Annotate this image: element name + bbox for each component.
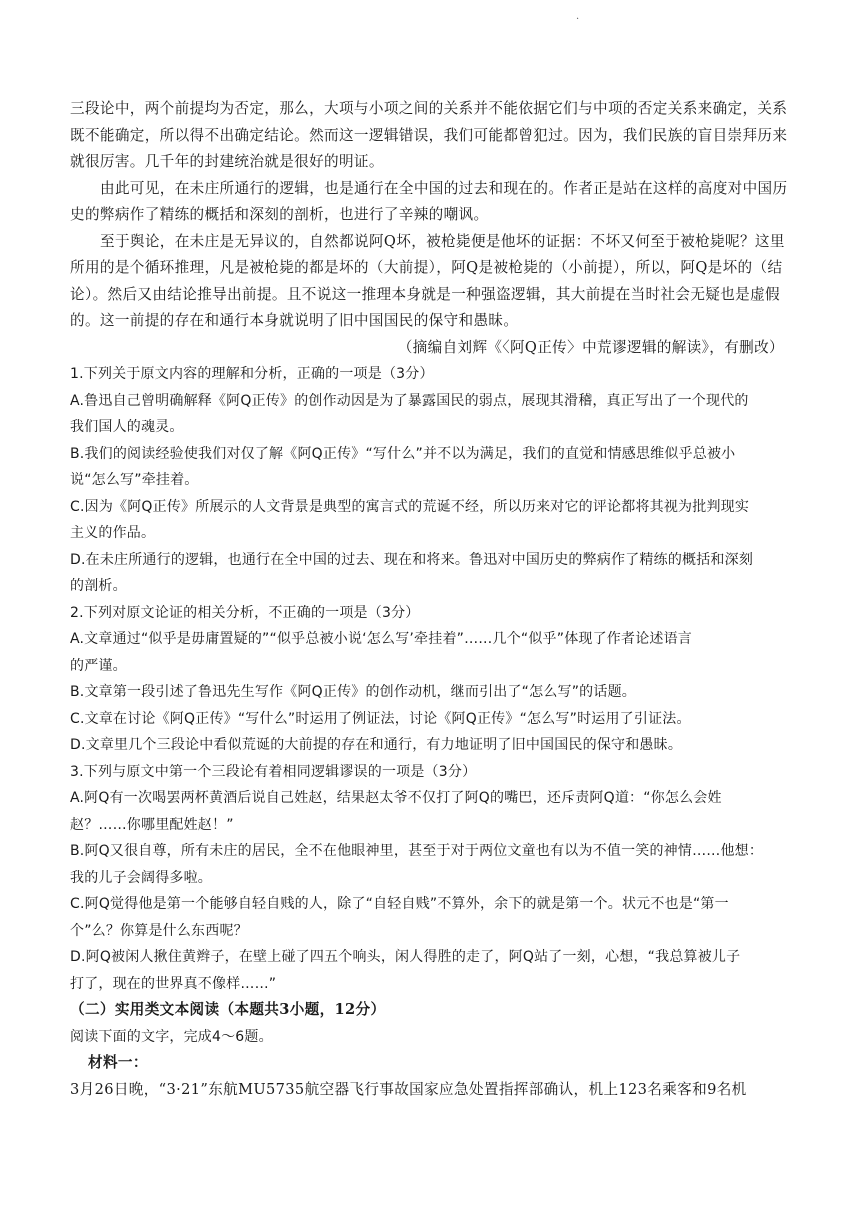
option-line: A.鲁迅自己曾明确解释《阿Q正传》的创作动因是为了暴露国民的弱点，展现其滑稽，真正写出了一个现代的 <box>70 392 749 409</box>
option-line: D.阿Q被闲人揪住黄辫子，在壁上碰了四五个响头，闲人得胜的走了，阿Q站了一刻，心想，“我总算被儿子 <box>70 949 741 965</box>
option-line: B.阿Q又很自尊，所有未庄的居民，全不在他眼神里，甚至于对于两位文童也有以为不值一笑的神情……他想： <box>70 843 764 859</box>
option-line: D.在未庄所通行的逻辑，也通行在全中国的过去、现在和将来。鲁迅对中国历史的弊病作了精练的概括和深刻 <box>70 551 754 568</box>
question-3 <box>70 759 792 998</box>
option-line: 我的儿子会阔得多啦。 <box>70 869 212 886</box>
paragraph-2 <box>70 176 792 229</box>
option-line: 说“怎么写”牵挂着。 <box>70 472 199 488</box>
option-line: C.阿Q觉得他是第一个能够自轻自贱的人，除了“自轻自贱”不算外，余下的就是第一个。状元不也是“第一 <box>70 896 729 912</box>
option-line: 的剖析。 <box>70 578 127 594</box>
paragraph-1 <box>70 96 792 176</box>
text-line: 由此可见，在未庄所通行的逻辑，也是通行在全中国的过去和现在的。作者正是站在这样的高度对中国历 <box>100 179 788 197</box>
text-line: 所用的是个循环推理，凡是被枪毙的都是坏的（大前提），阿Q是被枪毙的（小前提），所以，阿Q是坏的（结 <box>70 259 783 276</box>
option-d <box>70 944 792 997</box>
option-c <box>70 494 792 547</box>
material-text-line: 3月26日晚，“3·21”东航MU5735航空器飞行事故国家应急处置指挥部确认，机上123名乘客和9名机 <box>70 1080 747 1098</box>
paragraph-3 <box>70 229 792 335</box>
text-line: 史的弊病作了精练的概括和深刻的剖析，也进行了辛辣的嘲讽。 <box>70 206 489 223</box>
option-c <box>70 891 792 944</box>
option-line: 打了，现在的世界真不像样……” <box>70 975 277 992</box>
option-d: D.文章里几个三段论中看似荒诞的大前提的存在和通行，有力地证明了旧中国国民的保守和愚昧。 <box>70 737 683 753</box>
document-page <box>70 96 792 1103</box>
text-line: 就很厉害。几千年的封建统治就是很好的明证。 <box>70 153 384 170</box>
option-line: 赵？……你哪里配姓赵！” <box>70 816 234 833</box>
section-instruction: 阅读下面的文字，完成4～6题。 <box>70 1028 273 1045</box>
option-line: 的严谨。 <box>70 657 127 674</box>
text-line: 至于舆论，在未庄是无异议的，自然都说阿Q坏，被枪毙便是他坏的证据：不坏又何至于被枪毙呢？这里 <box>100 232 785 250</box>
option-c: C.文章在讨论《阿Q正传》“写什么”时运用了例证法，讨论《阿Q正传》“怎么写”时运用了引证法。 <box>70 710 691 727</box>
header-mark: · <box>576 14 580 25</box>
option-line: C.因为《阿Q正传》所展示的人文背景是典型的寓言式的荒诞不经，所以历来对它的评论都将其视为批判现实 <box>70 498 750 515</box>
option-line: B.我们的阅读经验使我们对仅了解《阿Q正传》“写什么”并不以为满足，我们的直觉和情感思维似乎总被小 <box>70 445 736 462</box>
question-1 <box>70 361 792 600</box>
source-citation: （摘编自刘辉《〈阿Q正传〉中荒谬逻辑的解读》，有删改） <box>397 338 784 356</box>
text-line: 既不能确定，所以得不出确定结论。然而这一逻辑错误，我们可能都曾犯过。因为，我们民族的盲目崇拜历来 <box>70 126 788 144</box>
option-a <box>70 626 792 679</box>
question-stem: 1.下列关于原文内容的理解和分析，正确的一项是（3分） <box>70 366 434 382</box>
option-line: A.文章通过“似乎是毋庸置疑的”“似乎总被小说‘怎么写’牵挂着”……几个“似乎”体现了作者论述语言 <box>70 631 692 647</box>
text-line: 的。这一前提的存在和通行本身就说明了旧中国国民的保守和愚昧。 <box>70 312 519 329</box>
question-2 <box>70 600 792 759</box>
text-line: 三段论中，两个前提均为否定，那么，大项与小项之间的关系并不能依据它们与中项的否定关系来确定，关系 <box>70 100 788 117</box>
option-a <box>70 388 792 441</box>
option-line: A.阿Q有一次喝罢两杯黄酒后说自己姓赵，结果赵太爷不仅打了阿Q的嘴巴，还斥责阿Q道：“你怎么会姓 <box>70 790 722 806</box>
option-line: 主义的作品。 <box>70 525 156 541</box>
option-a <box>70 785 792 838</box>
option-line: 我们国人的魂灵。 <box>70 419 184 435</box>
option-b <box>70 838 792 891</box>
option-b: B.文章第一段引述了鲁迅先生写作《阿Q正传》的创作动机，继而引出了“怎么写”的话题。 <box>70 684 636 700</box>
question-stem: 2.下列对原文论证的相关分析，不正确的一项是（3分） <box>70 604 420 621</box>
section-2 <box>70 997 792 1103</box>
question-stem: 3.下列与原文中第一个三段论有着相同逻辑谬误的一项是（3分） <box>70 763 477 780</box>
material-label: 材料一： <box>88 1054 148 1071</box>
option-d <box>70 547 792 600</box>
text-line: 论）。然后又由结论推导出前提。且不说这一推理本身就是一种强盗逻辑，其大前提在当时社会无疑也是虚假 <box>70 285 781 303</box>
option-b <box>70 441 792 494</box>
section-heading: （二）实用类文本阅读（本题共3小题，12分） <box>70 1001 386 1018</box>
option-line: 个”么？你算是什么东西呢？ <box>70 922 248 939</box>
